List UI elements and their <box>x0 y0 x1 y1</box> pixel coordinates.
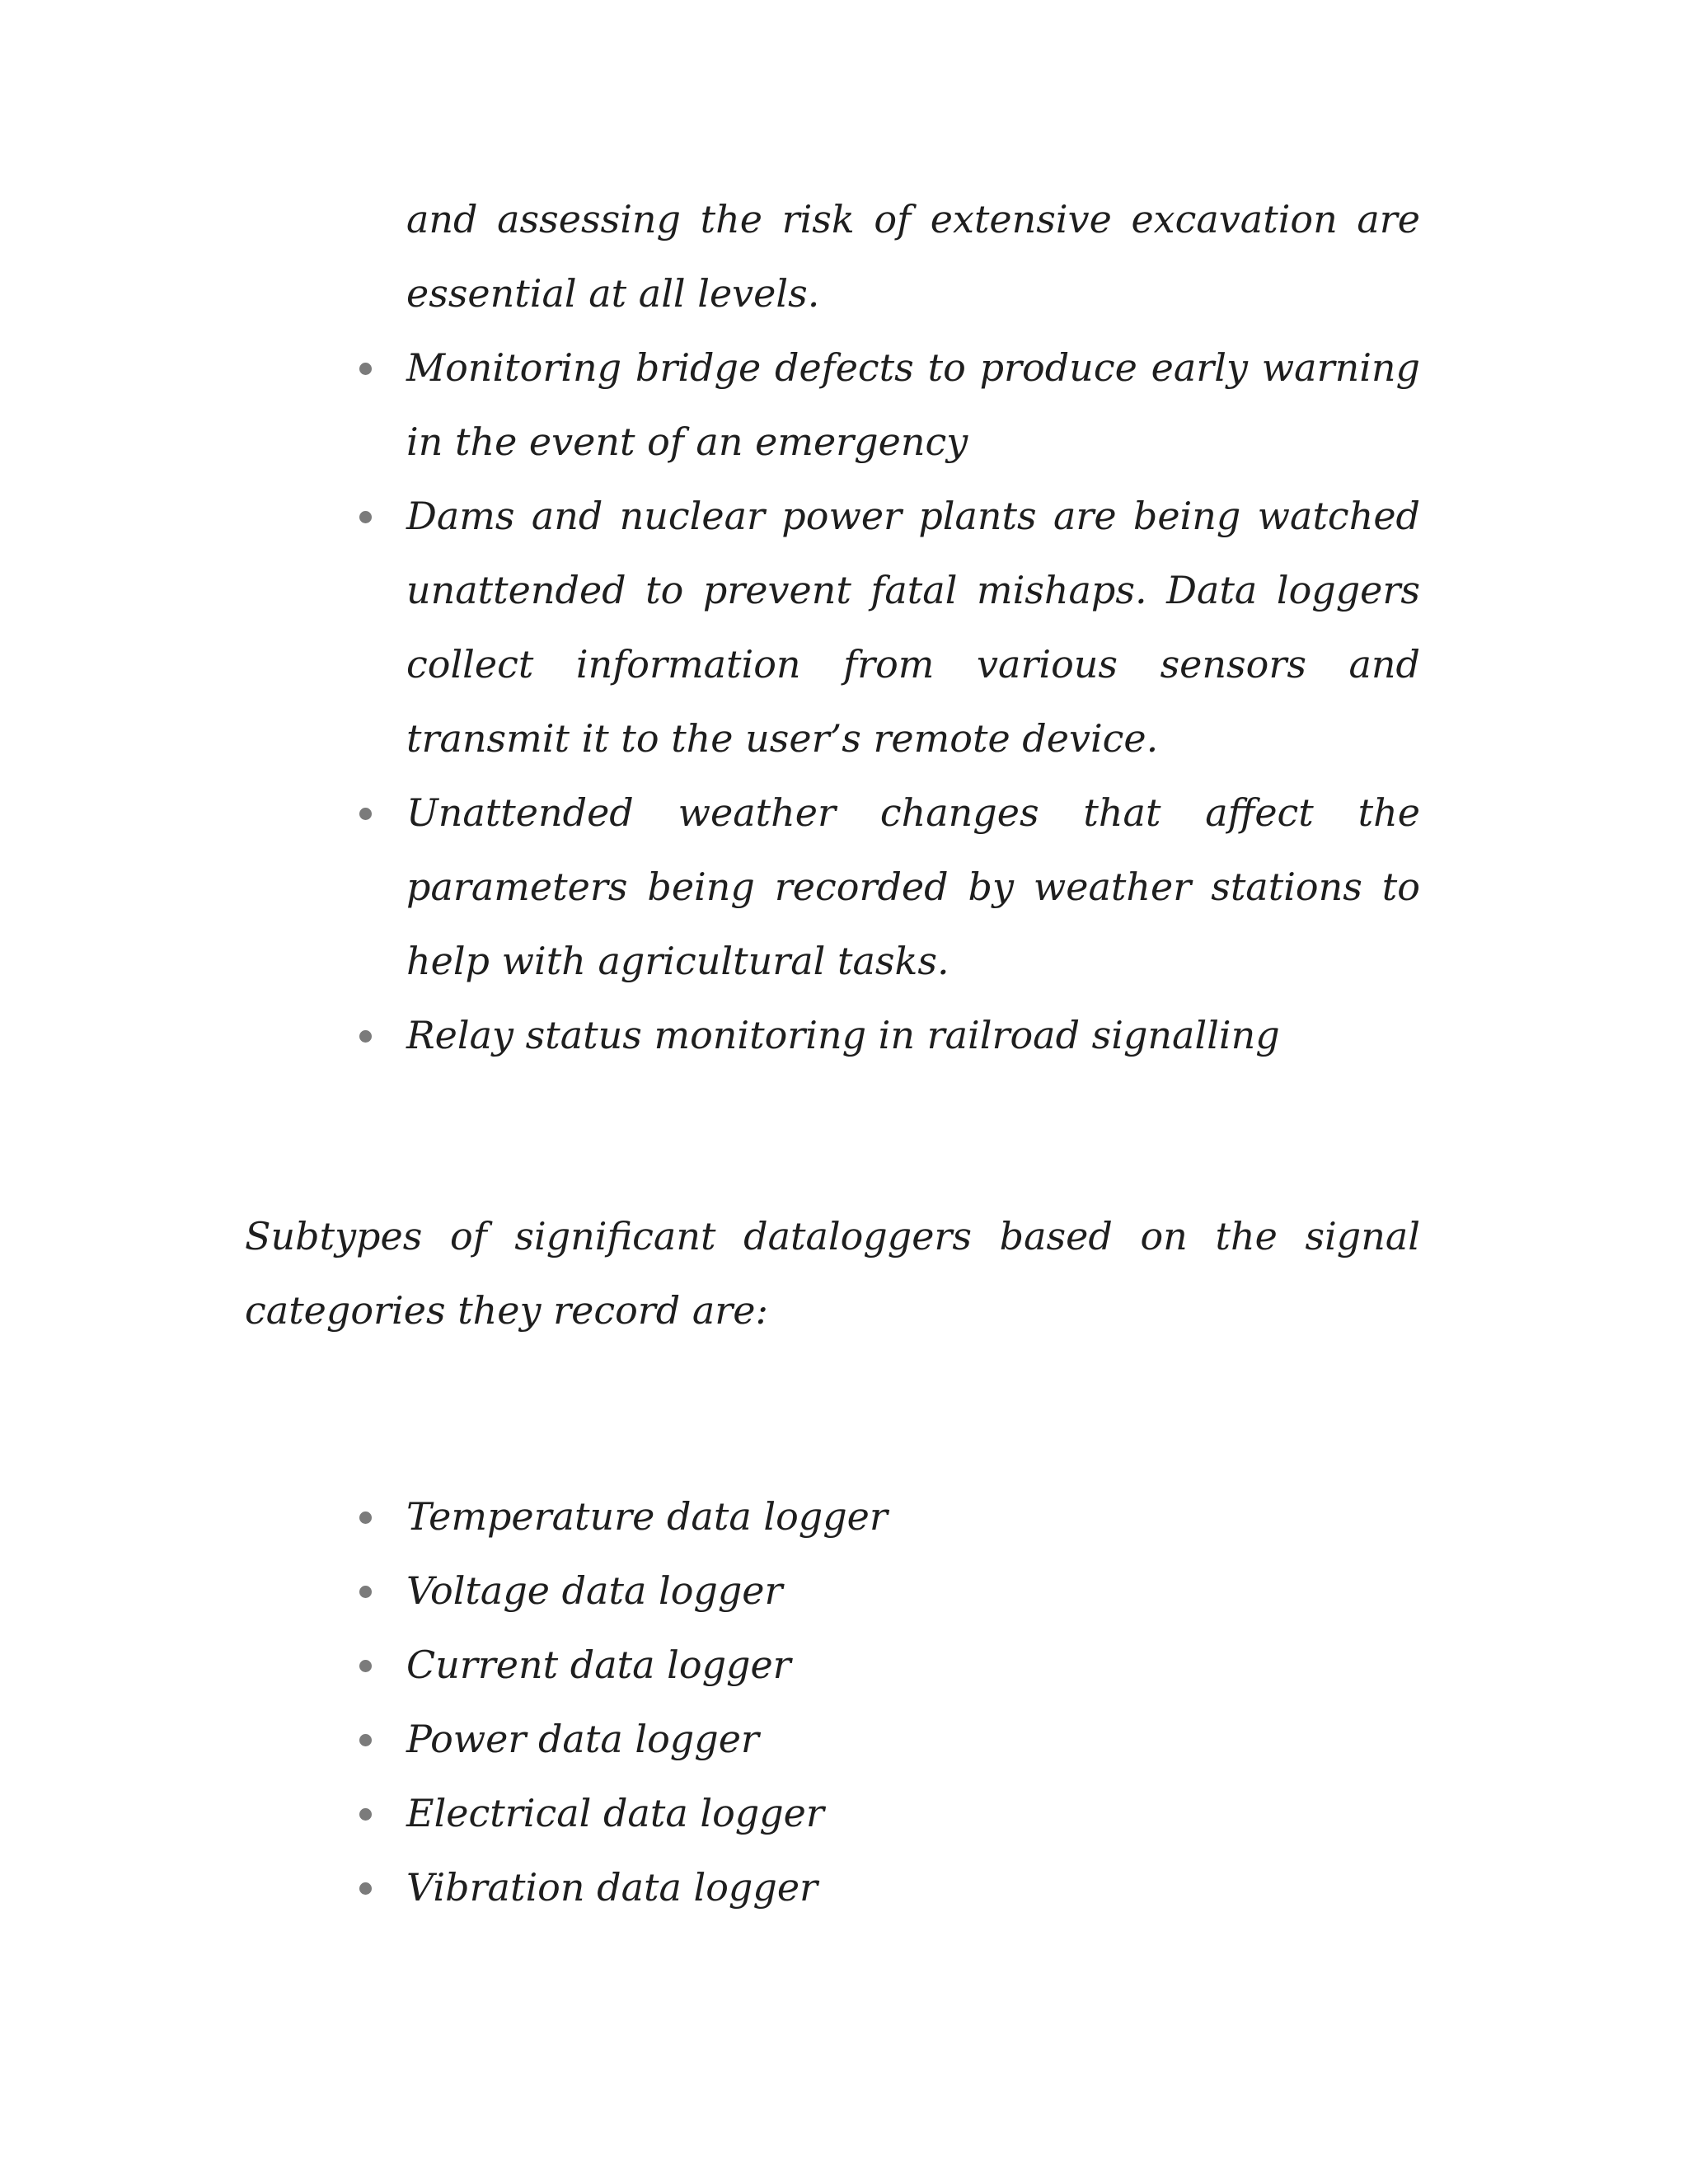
list-item-text: Current data logger <box>406 1643 791 1687</box>
list-item-text: Electrical data logger <box>406 1791 824 1835</box>
list-item <box>0 1628 1688 1702</box>
list-item-text: Voltage data logger <box>406 1568 783 1613</box>
bullet-icon <box>359 511 372 523</box>
list-item <box>0 998 1688 1072</box>
list-item-continuation <box>0 182 1688 330</box>
list-item-text: Relay status monitoring in railroad signalling <box>406 1013 1280 1057</box>
list-item <box>0 776 1688 998</box>
applications-list <box>0 182 1688 1072</box>
continuation-text: and assessing the risk of extensive excavation are essential at all levels. <box>406 197 1420 316</box>
list-item <box>0 1554 1688 1628</box>
list-item <box>0 479 1688 776</box>
list-item <box>0 330 1688 479</box>
list-item <box>0 1702 1688 1776</box>
bullet-icon <box>359 1808 372 1821</box>
list-item-text: Power data logger <box>406 1717 759 1761</box>
subtypes-list <box>0 1479 1688 1924</box>
list-item <box>0 1479 1688 1554</box>
list-item-text: Unattended weather changes that affect the parameters being recorded by weather stations to help with agricultural tasks. <box>406 790 1420 983</box>
list-item-text: Vibration data logger <box>406 1865 818 1910</box>
bullet-icon <box>359 1511 372 1524</box>
list-item-text: Temperature data logger <box>406 1494 888 1539</box>
list-item <box>0 1850 1688 1924</box>
list-item-text: Dams and nuclear power plants are being watched unattended to prevent fatal mishaps. Data loggers collect information from various sensors and transmit it to the user’s remote device. <box>406 494 1420 761</box>
bullet-icon <box>359 1030 372 1043</box>
list-item-text: Monitoring bridge defects to produce early warning in the event of an emergency <box>406 345 1420 464</box>
bullet-icon <box>359 808 372 820</box>
bullet-icon <box>359 1734 372 1746</box>
list-item <box>0 1776 1688 1850</box>
subtypes-paragraph: Subtypes of significant dataloggers based on the signal categories they record are: <box>245 1214 1420 1333</box>
bullet-icon <box>359 1586 372 1598</box>
bullet-icon <box>359 1882 372 1895</box>
bullet-icon <box>359 363 372 375</box>
bullet-icon <box>359 1660 372 1672</box>
